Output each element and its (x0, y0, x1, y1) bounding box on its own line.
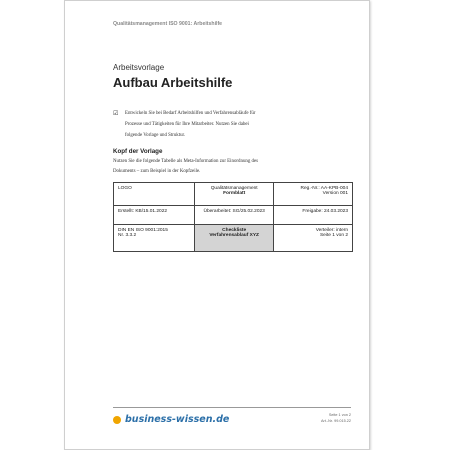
table-cell-highlighted (195, 225, 274, 252)
page-number: Seite 1 von 2 (328, 413, 351, 417)
document-kicker: Arbeitsvorlage (113, 63, 165, 72)
cell-line: Verteiler: intern (315, 228, 348, 233)
intro-line: Entwickeln Sie bei Bedarf Arbeitshilfen und Verfahrensabläufe für (125, 111, 256, 116)
table-cell (274, 183, 353, 206)
section-paragraph (113, 157, 313, 177)
brand-dot-icon (113, 416, 121, 424)
table-cell: Erstellt: KB/15.01.2022 (114, 206, 195, 225)
article-number: Art.-Nr. 99.015.22 (321, 419, 351, 423)
cell-line: DIN EN ISO 9001:2015 (118, 228, 168, 233)
table-row (114, 206, 353, 225)
table-cell (195, 183, 274, 206)
cell-line: Version 001 (322, 191, 348, 196)
table-row (114, 225, 353, 252)
section-line: Nutzen Sie die folgende Tabelle als Meta-Information zur Einordnung des (113, 159, 259, 164)
document-page (64, 0, 370, 450)
section-heading: Kopf der Vorlage (113, 148, 163, 155)
cell-line: Nr. 3.3.2 (118, 233, 137, 238)
cell-line: Seite 1 von 2 (319, 233, 348, 238)
cell-line: Checkliste (222, 228, 247, 233)
cell-line: Formblatt (223, 191, 246, 196)
table-cell: Freigabe: 24.03.2023 (274, 206, 353, 225)
cell-line: Reg.-Nr.: AA-KPB-004 (300, 186, 348, 191)
section-line: Dokuments – zum Beispiel in der Kopfzeile. (113, 169, 201, 174)
brand-name: business-wissen.de (125, 414, 230, 425)
document-title: Aufbau Arbeitshilfe (113, 75, 233, 90)
table-cell (274, 225, 353, 252)
intro-line: folgende Vorlage und Struktur. (125, 133, 186, 138)
table-row (114, 183, 353, 206)
brand-logo (113, 414, 229, 425)
footer-divider (113, 407, 351, 408)
running-header: Qualitätsmanagement ISO 9001: Arbeitshilfe (113, 21, 223, 27)
template-header-table (113, 182, 353, 252)
cell-line: Qualitätsmanagement (210, 186, 258, 191)
table-cell (114, 225, 195, 252)
intro-line: Prozesse und Tätigkeiten für Ihre Mitarbeiter. Nutzen Sie dabei (125, 122, 249, 127)
cell-line: Verfahrensablauf XYZ (209, 233, 259, 238)
footer-meta (321, 412, 351, 424)
checkbox-icon: ☑ (113, 110, 119, 117)
table-cell: Überarbeitet: SG/25.02.2023 (195, 206, 274, 225)
table-cell-logo: LOGO (114, 183, 195, 206)
